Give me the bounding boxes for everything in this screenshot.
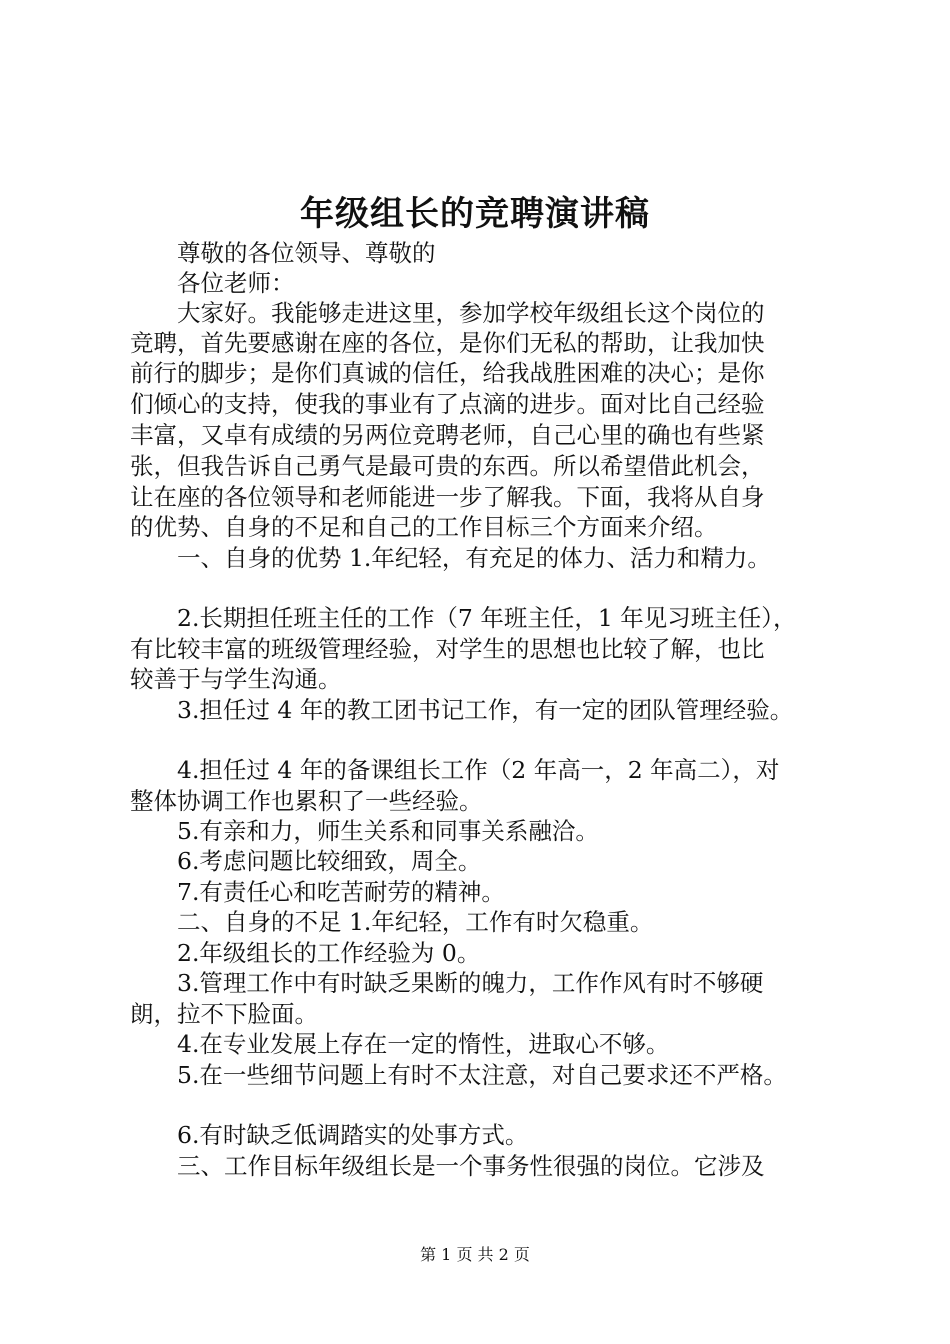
body-line: 让在座的各位领导和老师能进一步了解我。下面，我将从自身 bbox=[130, 483, 765, 511]
body-line: 大家好。我能够走进这里，参加学校年级组长这个岗位的 bbox=[130, 299, 765, 327]
body-line: 整体协调工作也累积了一些经验。 bbox=[130, 787, 483, 815]
body-line: 各位老师： bbox=[130, 269, 295, 297]
body-line: 张，但我告诉自己勇气是最可贵的东西。所以希望借此机会， bbox=[130, 452, 765, 480]
body-line: 5.在一些细节问题上有时不太注意，对自己要求还不严格。 bbox=[130, 1061, 787, 1089]
body-line: 6.有时缺乏低调踏实的处事方式。 bbox=[130, 1121, 529, 1149]
body-line: 的优势、自身的不足和自己的工作目标三个方面来介绍。 bbox=[130, 513, 718, 541]
body-line: 竞聘，首先要感谢在座的各位，是你们无私的帮助，让我加快 bbox=[130, 329, 765, 357]
body-line: 二、自身的不足 1.年纪轻，工作有时欠稳重。 bbox=[130, 908, 654, 936]
body-line: 2.长期担任班主任的工作（7 年班主任，1 年见习班主任）， bbox=[130, 604, 797, 632]
body-line: 有比较丰富的班级管理经验，对学生的思想也比较了解，也比 bbox=[130, 635, 765, 663]
body-line: 2.年级组长的工作经验为 0。 bbox=[130, 939, 481, 967]
body-line: 6.考虑问题比较细致，周全。 bbox=[130, 847, 482, 875]
body-line: 尊敬的各位领导、尊敬的 bbox=[130, 239, 436, 267]
body-line: 4.在专业发展上存在一定的惰性，进取心不够。 bbox=[130, 1030, 670, 1058]
body-line: 一、自身的优势 1.年纪轻，有充足的体力、活力和精力。 bbox=[130, 544, 771, 572]
body-line: 丰富，又卓有成绩的另两位竞聘老师，自己心里的确也有些紧 bbox=[130, 421, 765, 449]
document-title: 年级组长的竞聘演讲稿 bbox=[300, 194, 650, 234]
page-footer: 第 1 页 共 2 页 bbox=[420, 1245, 530, 1264]
body-line: 朗，拉不下脸面。 bbox=[130, 1000, 318, 1028]
body-line: 4.担任过 4 年的备课组长工作（2 年高一，2 年高二），对 bbox=[130, 756, 780, 784]
body-line: 前行的脚步；是你们真诚的信任，给我战胜困难的决心；是你 bbox=[130, 359, 765, 387]
body-line: 三、工作目标年级组长是一个事务性很强的岗位。它涉及 bbox=[130, 1152, 765, 1180]
body-line: 3.管理工作中有时缺乏果断的魄力，工作作风有时不够硬 bbox=[130, 969, 764, 997]
body-line: 3.担任过 4 年的教工团书记工作，有一定的团队管理经验。 bbox=[130, 696, 794, 724]
body-line: 们倾心的支持，使我的事业有了点滴的进步。面对比自己经验 bbox=[130, 390, 765, 418]
body-line: 7.有责任心和吃苦耐劳的精神。 bbox=[130, 878, 505, 906]
body-line: 较善于与学生沟通。 bbox=[130, 665, 342, 693]
body-line: 5.有亲和力，师生关系和同事关系融洽。 bbox=[130, 817, 599, 845]
